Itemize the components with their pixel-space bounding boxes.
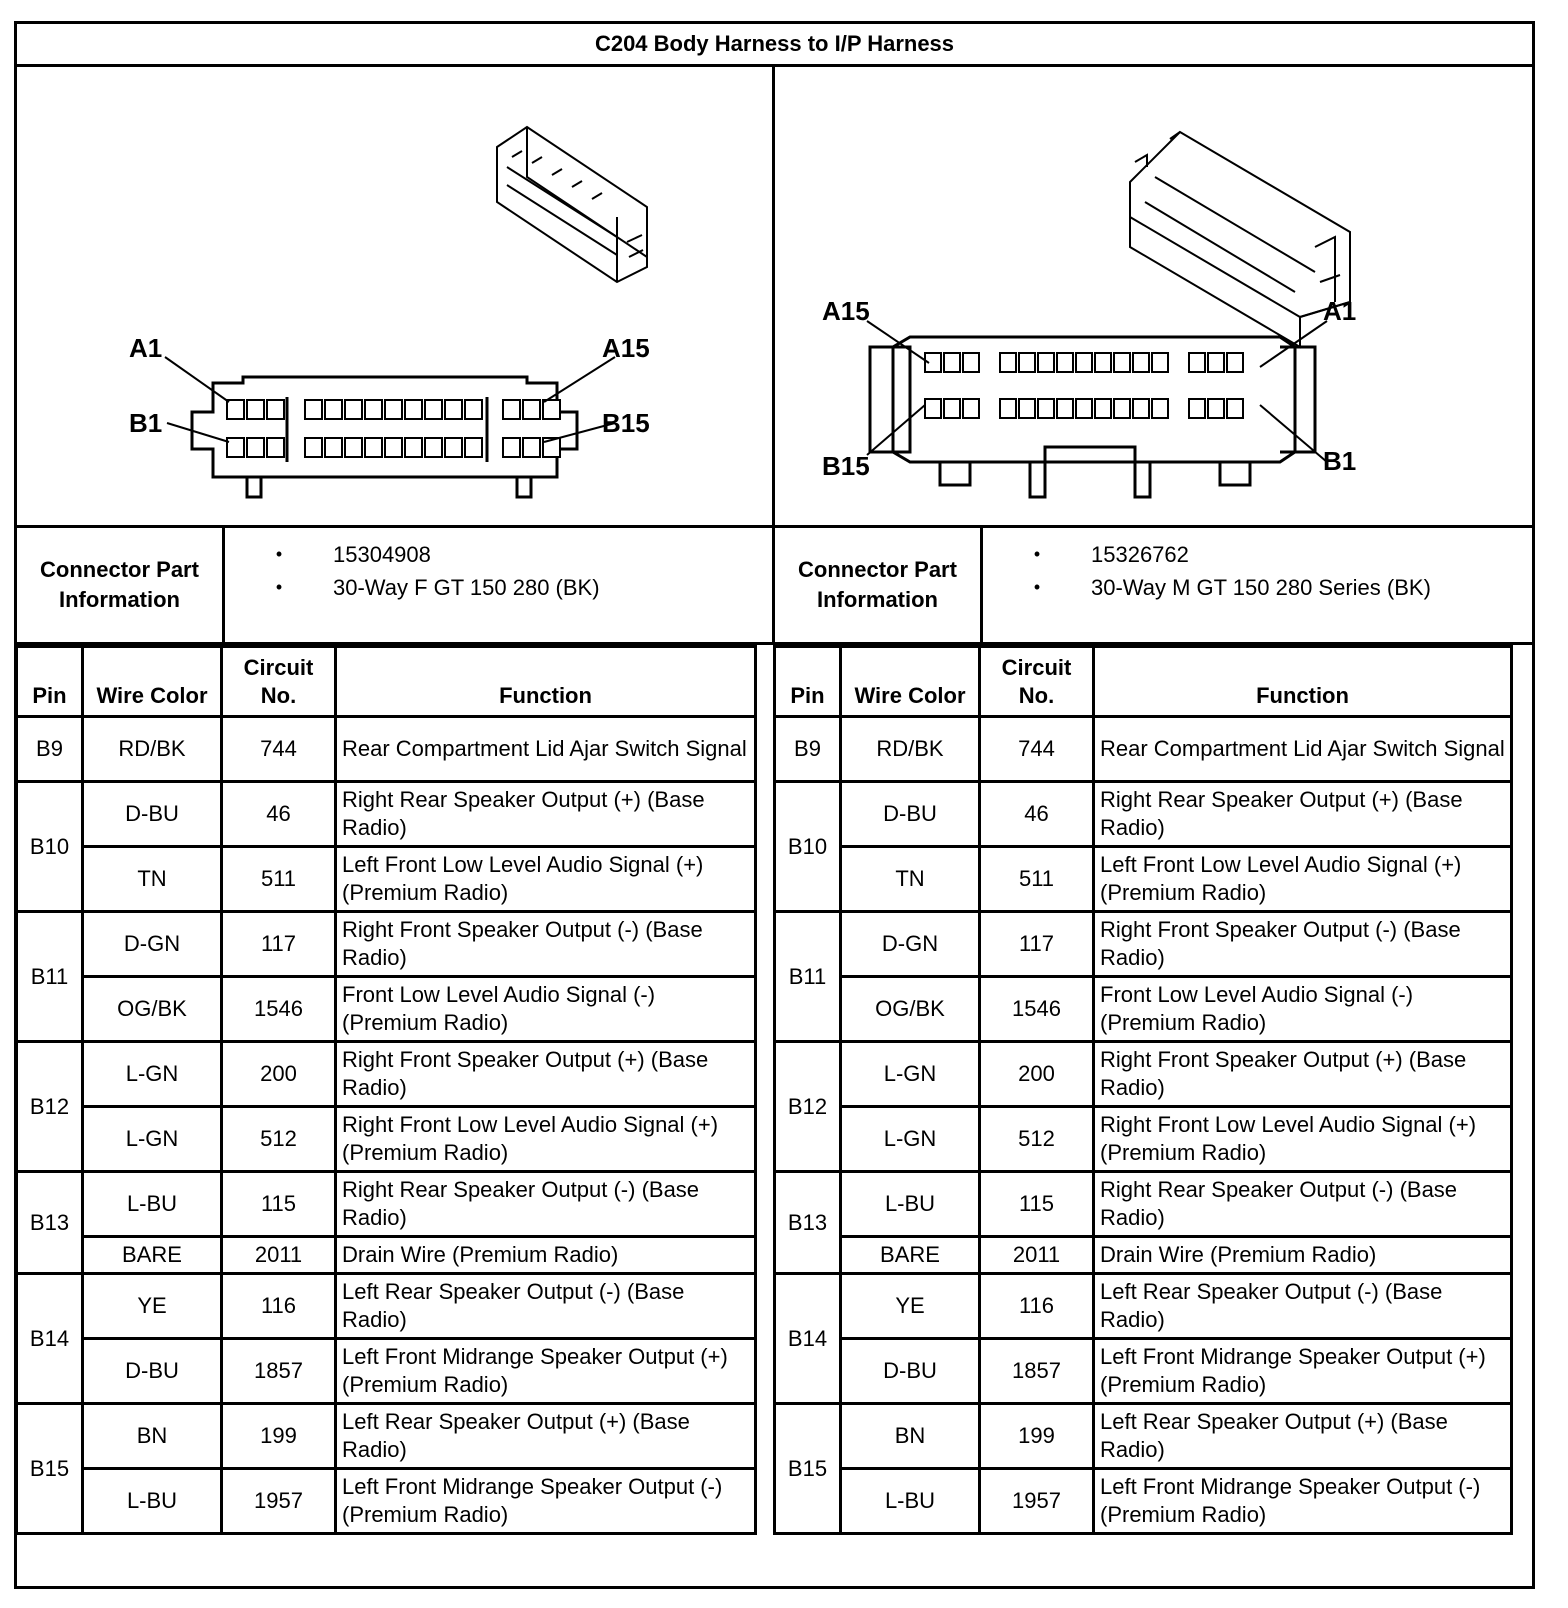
- part-info-list: [983, 528, 1532, 642]
- pin-cell: B11: [17, 912, 83, 1042]
- table-row: [775, 1404, 1512, 1469]
- pin-cell: B12: [17, 1042, 83, 1172]
- cavity: [345, 400, 362, 419]
- cavity: [963, 399, 979, 418]
- wire-color-cell: L-BU: [841, 1172, 980, 1237]
- cavity: [345, 438, 362, 457]
- cavity: [465, 400, 482, 419]
- cavity: [1038, 399, 1054, 418]
- circuit-cell: 115: [980, 1172, 1094, 1237]
- cavity: [1057, 399, 1073, 418]
- cavity: [944, 353, 960, 372]
- col-header-wire-color: Wire Color: [83, 647, 222, 717]
- pin-label-a-start: A15: [822, 296, 870, 326]
- circuit-cell: 1546: [222, 977, 336, 1042]
- table-row: [17, 1042, 756, 1107]
- circuit-cell: 46: [980, 782, 1094, 847]
- table-row: [17, 977, 756, 1042]
- circuit-cell: 200: [980, 1042, 1094, 1107]
- function-cell: Drain Wire (Premium Radio): [336, 1237, 756, 1274]
- function-cell: Right Rear Speaker Output (+) (Base Radio): [1094, 782, 1512, 847]
- cavity: [405, 438, 422, 457]
- cavity: [247, 400, 264, 419]
- wire-color-cell: TN: [841, 847, 980, 912]
- connector-part-label: Connector Part Information: [17, 528, 225, 642]
- wire-color-cell: OG/BK: [83, 977, 222, 1042]
- function-cell: Left Front Midrange Speaker Output (+) (Premium Radio): [1094, 1339, 1512, 1404]
- function-cell: Left Front Midrange Speaker Output (-) (Premium Radio): [336, 1469, 756, 1534]
- part-info-list: [225, 528, 772, 642]
- cavity: [963, 353, 979, 372]
- cavity: [365, 438, 382, 457]
- wire-color-cell: L-BU: [83, 1469, 222, 1534]
- cavity: [1000, 399, 1016, 418]
- pin-label-b-start: B1: [129, 408, 163, 438]
- cavity: [365, 400, 382, 419]
- circuit-cell: 744: [980, 717, 1094, 782]
- function-cell: Right Front Speaker Output (-) (Base Radio): [1094, 912, 1512, 977]
- table-row: [775, 1237, 1512, 1274]
- cavity: [503, 400, 520, 419]
- part-description: 30-Way M GT 150 280 Series (BK): [1091, 574, 1431, 600]
- function-cell: Left Rear Speaker Output (-) (Base Radio): [336, 1274, 756, 1339]
- table-row: [17, 847, 756, 912]
- list-item: [983, 571, 1532, 604]
- cavity: [227, 438, 244, 457]
- wire-color-cell: L-GN: [841, 1107, 980, 1172]
- pin-label-b-end: B1: [1323, 446, 1357, 476]
- table-row: [17, 1339, 756, 1404]
- circuit-cell: 511: [980, 847, 1094, 912]
- col-header-wire-color: Wire Color: [841, 647, 980, 717]
- cavity: [1114, 399, 1130, 418]
- cavity: [425, 438, 442, 457]
- pinout-table-right: [773, 645, 1513, 1535]
- bullet: •: [1033, 577, 1041, 597]
- list-item: [225, 538, 772, 571]
- connector-drawing-left: [17, 67, 775, 528]
- cavity: [325, 400, 342, 419]
- pinout-table-left: [15, 645, 757, 1535]
- connector-drawing-right: [775, 67, 1532, 528]
- connector-iso-view-left: [497, 127, 647, 282]
- wire-color-cell: D-BU: [841, 1339, 980, 1404]
- cavity: [1227, 353, 1243, 372]
- leader-lines-right: [867, 321, 1327, 462]
- table-row: [17, 717, 756, 782]
- cavity: [385, 400, 402, 419]
- cavity: [1208, 399, 1224, 418]
- cavity: [1038, 353, 1054, 372]
- function-cell: Left Front Low Level Audio Signal (+) (Premium Radio): [1094, 847, 1512, 912]
- wire-color-cell: L-BU: [83, 1172, 222, 1237]
- col-header-pin: Pin: [775, 647, 841, 717]
- table-row: [17, 1274, 756, 1339]
- wire-color-cell: D-BU: [841, 782, 980, 847]
- connector-part-info-right: [775, 528, 1532, 645]
- circuit-cell: 199: [980, 1404, 1094, 1469]
- bullet: •: [275, 544, 283, 564]
- cavity: [425, 400, 442, 419]
- cavity: [1208, 353, 1224, 372]
- pin-cell: B13: [17, 1172, 83, 1274]
- wire-color-cell: BN: [841, 1404, 980, 1469]
- table-row: [17, 1404, 756, 1469]
- list-item: [983, 538, 1532, 571]
- cavity: [247, 438, 264, 457]
- cavity: [445, 438, 462, 457]
- pin-cell: B15: [17, 1404, 83, 1534]
- cavity: [1095, 353, 1111, 372]
- function-cell: Left Front Midrange Speaker Output (-) (Premium Radio): [1094, 1469, 1512, 1534]
- pin-cell: B14: [17, 1274, 83, 1404]
- table-row: [775, 1274, 1512, 1339]
- function-cell: Drain Wire (Premium Radio): [1094, 1237, 1512, 1274]
- cavity: [925, 399, 941, 418]
- col-header-circuit: Circuit No.: [222, 647, 336, 717]
- wire-color-cell: L-GN: [83, 1107, 222, 1172]
- cavity: [523, 438, 540, 457]
- pin-cell: B13: [775, 1172, 841, 1274]
- pin-cell: B10: [17, 782, 83, 912]
- wire-color-cell: OG/BK: [841, 977, 980, 1042]
- circuit-cell: 117: [980, 912, 1094, 977]
- bullet: •: [275, 577, 283, 597]
- circuit-cell: 1546: [980, 977, 1094, 1042]
- wire-color-cell: YE: [83, 1274, 222, 1339]
- function-cell: Right Front Speaker Output (+) (Base Radio): [1094, 1042, 1512, 1107]
- wire-color-cell: BN: [83, 1404, 222, 1469]
- cavity: [325, 438, 342, 457]
- circuit-cell: 116: [222, 1274, 336, 1339]
- function-cell: Right Front Speaker Output (-) (Base Radio): [336, 912, 756, 977]
- pin-cell: B9: [775, 717, 841, 782]
- table-row: [17, 782, 756, 847]
- table-row: [775, 847, 1512, 912]
- pin-cell: B10: [775, 782, 841, 912]
- cavity: [1227, 399, 1243, 418]
- cavity: [1152, 399, 1168, 418]
- circuit-cell: 199: [222, 1404, 336, 1469]
- part-description: 30-Way F GT 150 280 (BK): [333, 574, 600, 600]
- cavity: [1019, 399, 1035, 418]
- function-cell: Front Low Level Audio Signal (-) (Premium Radio): [1094, 977, 1512, 1042]
- function-cell: Right Rear Speaker Output (-) (Base Radio): [1094, 1172, 1512, 1237]
- page-title: C204 Body Harness to I/P Harness: [17, 24, 1532, 67]
- cavity: [1000, 353, 1016, 372]
- part-number: 15326762: [1091, 541, 1189, 567]
- function-cell: Right Front Low Level Audio Signal (+) (Premium Radio): [1094, 1107, 1512, 1172]
- cavity: [1057, 353, 1073, 372]
- pin-cell: B9: [17, 717, 83, 782]
- table-row: [775, 1339, 1512, 1404]
- cavity: [1019, 353, 1035, 372]
- function-cell: Rear Compartment Lid Ajar Switch Signal: [336, 717, 756, 782]
- table-row: [775, 1172, 1512, 1237]
- cavity: [267, 438, 284, 457]
- cavity: [1133, 399, 1149, 418]
- function-cell: Left Rear Speaker Output (-) (Base Radio): [1094, 1274, 1512, 1339]
- wire-color-cell: RD/BK: [83, 717, 222, 782]
- cavity: [465, 438, 482, 457]
- circuit-cell: 1957: [222, 1469, 336, 1534]
- pin-cell: B15: [775, 1404, 841, 1534]
- table-row: [775, 717, 1512, 782]
- col-header-function: Function: [336, 647, 756, 717]
- pin-label-a-end: A1: [1323, 296, 1357, 326]
- cavity: [445, 400, 462, 419]
- wire-color-cell: TN: [83, 847, 222, 912]
- circuit-cell: 512: [980, 1107, 1094, 1172]
- table-row: [775, 1042, 1512, 1107]
- cavity: [944, 399, 960, 418]
- function-cell: Rear Compartment Lid Ajar Switch Signal: [1094, 717, 1512, 782]
- circuit-cell: 117: [222, 912, 336, 977]
- circuit-cell: 116: [980, 1274, 1094, 1339]
- pin-cell: B14: [775, 1274, 841, 1404]
- cavity: [503, 438, 520, 457]
- wire-color-cell: YE: [841, 1274, 980, 1339]
- circuit-cell: 1857: [980, 1339, 1094, 1404]
- connector-part-label: Connector Part Information: [775, 528, 983, 642]
- function-cell: Left Rear Speaker Output (+) (Base Radio): [336, 1404, 756, 1469]
- cavity: [1152, 353, 1168, 372]
- wire-color-cell: BARE: [841, 1237, 980, 1274]
- function-cell: Left Rear Speaker Output (+) (Base Radio): [1094, 1404, 1512, 1469]
- table-row: [775, 1469, 1512, 1534]
- function-cell: Right Front Low Level Audio Signal (+) (Premium Radio): [336, 1107, 756, 1172]
- cavity-grid-left: [227, 400, 560, 457]
- table-row: [775, 1107, 1512, 1172]
- connector-iso-view-right: [1130, 132, 1350, 347]
- bullet: •: [1033, 544, 1041, 564]
- cavity: [405, 400, 422, 419]
- circuit-cell: 511: [222, 847, 336, 912]
- pin-label-b-start: B15: [822, 451, 870, 481]
- circuit-cell: 744: [222, 717, 336, 782]
- male-connector-illustration: [775, 67, 1532, 525]
- list-item: [225, 571, 772, 604]
- table-row: [17, 1107, 756, 1172]
- pin-label-b-end: B15: [602, 408, 650, 438]
- table-row: [775, 782, 1512, 847]
- pin-cell: B11: [775, 912, 841, 1042]
- circuit-cell: 1957: [980, 1469, 1094, 1534]
- pin-label-a-end: A15: [602, 333, 650, 363]
- circuit-cell: 115: [222, 1172, 336, 1237]
- wire-color-cell: L-GN: [841, 1042, 980, 1107]
- connector-end-view-sheet: [14, 21, 1535, 1589]
- function-cell: Left Front Low Level Audio Signal (+) (Premium Radio): [336, 847, 756, 912]
- cavity: [305, 400, 322, 419]
- cavity: [1095, 399, 1111, 418]
- table-row: [775, 912, 1512, 977]
- circuit-cell: 2011: [980, 1237, 1094, 1274]
- pin-label-a-start: A1: [129, 333, 163, 363]
- circuit-cell: 2011: [222, 1237, 336, 1274]
- function-cell: Front Low Level Audio Signal (-) (Premium Radio): [336, 977, 756, 1042]
- pin-cell: B12: [775, 1042, 841, 1172]
- cavity: [305, 438, 322, 457]
- wire-color-cell: L-BU: [841, 1469, 980, 1534]
- table-row: [17, 1469, 756, 1534]
- col-header-circuit: Circuit No.: [980, 647, 1094, 717]
- function-cell: Right Rear Speaker Output (+) (Base Radio): [336, 782, 756, 847]
- cavity: [267, 400, 284, 419]
- col-header-function: Function: [1094, 647, 1512, 717]
- cavity: [1189, 353, 1205, 372]
- female-connector-illustration: [17, 67, 772, 525]
- cavity: [523, 400, 540, 419]
- wire-color-cell: D-GN: [83, 912, 222, 977]
- cavity: [385, 438, 402, 457]
- wire-color-cell: D-BU: [83, 1339, 222, 1404]
- table-row: [17, 1172, 756, 1237]
- part-number: 15304908: [333, 541, 431, 567]
- cavity-grid-right: [925, 353, 1243, 418]
- wire-color-cell: L-GN: [83, 1042, 222, 1107]
- circuit-cell: 512: [222, 1107, 336, 1172]
- circuit-cell: 200: [222, 1042, 336, 1107]
- cavity: [1114, 353, 1130, 372]
- circuit-cell: 46: [222, 782, 336, 847]
- function-cell: Right Rear Speaker Output (-) (Base Radio): [336, 1172, 756, 1237]
- table-row: [775, 977, 1512, 1042]
- wire-color-cell: D-BU: [83, 782, 222, 847]
- connector-part-info-left: [17, 528, 775, 645]
- cavity: [543, 400, 560, 419]
- cavity: [1076, 353, 1092, 372]
- function-cell: Right Front Speaker Output (+) (Base Radio): [336, 1042, 756, 1107]
- cavity: [227, 400, 244, 419]
- cavity: [1189, 399, 1205, 418]
- wire-color-cell: D-GN: [841, 912, 980, 977]
- cavity: [1076, 399, 1092, 418]
- cavity: [1133, 353, 1149, 372]
- circuit-cell: 1857: [222, 1339, 336, 1404]
- table-row: [17, 1237, 756, 1274]
- wire-color-cell: BARE: [83, 1237, 222, 1274]
- col-header-pin: Pin: [17, 647, 83, 717]
- wire-color-cell: RD/BK: [841, 717, 980, 782]
- function-cell: Left Front Midrange Speaker Output (+) (Premium Radio): [336, 1339, 756, 1404]
- table-row: [17, 912, 756, 977]
